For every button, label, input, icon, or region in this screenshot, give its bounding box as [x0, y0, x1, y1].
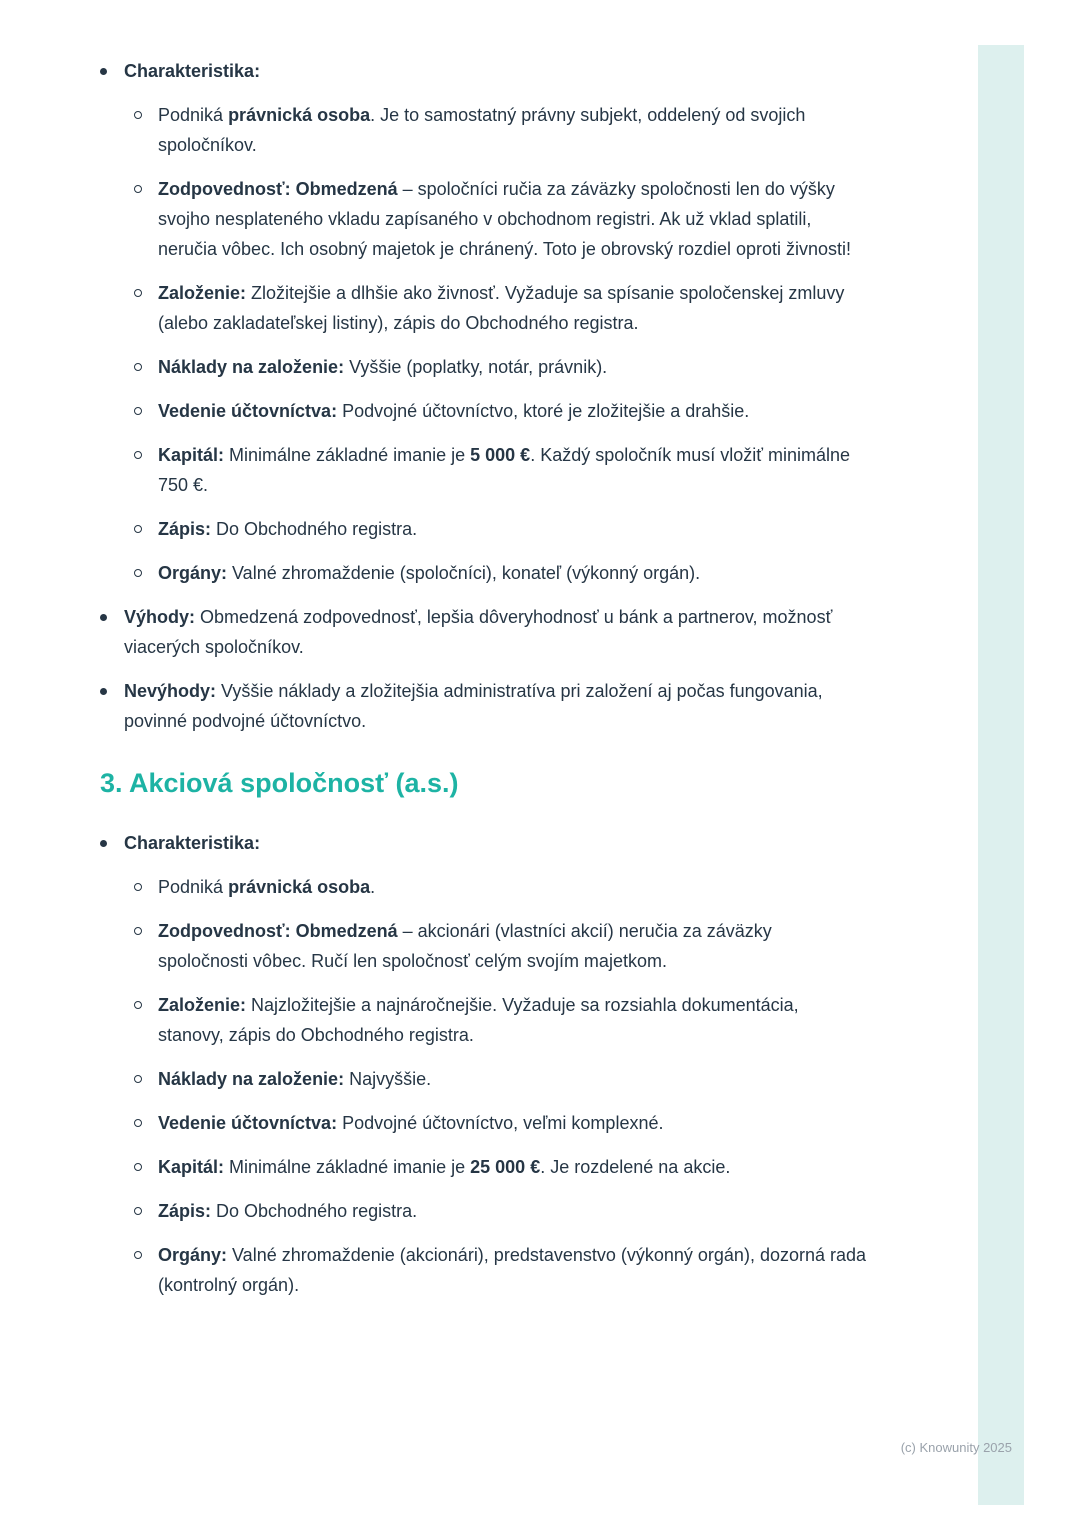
list-item — [134, 278, 866, 338]
list-item-text: Náklady na založenie: Vyššie (poplatky, notár, právnik). — [158, 357, 608, 377]
bullet-marker-cell — [134, 440, 158, 500]
bullet-marker-cell — [134, 396, 158, 426]
document-content — [100, 50, 866, 1314]
bullet-disc-icon — [100, 688, 107, 695]
list-item-text: Charakteristika: — [124, 61, 261, 81]
list-item — [134, 990, 866, 1050]
list-item — [100, 602, 866, 662]
list-item-text: Kapitál: Minimálne základné imanie je 5 000 €. Každý spoločník musí vložiť minimálne 750 €. — [158, 445, 851, 495]
bullet-marker-cell — [134, 872, 158, 902]
bullet-marker-cell — [134, 1240, 158, 1300]
list-item-text: Vedenie účtovníctva: Podvojné účtovníctvo, ktoré je zložitejšie a drahšie. — [158, 401, 750, 421]
list-item-text: Orgány: Valné zhromaždenie (spoločníci), konateľ (výkonný orgán). — [158, 563, 701, 583]
list-item — [134, 872, 866, 902]
bullet-disc-icon — [100, 614, 107, 621]
right-accent-stripe — [978, 45, 1024, 1505]
list-item — [134, 440, 866, 500]
bullet-circle-icon — [134, 1001, 142, 1009]
bullet-marker-cell — [134, 174, 158, 264]
bullet-marker-cell — [134, 352, 158, 382]
list-item-text: Podniká právnická osoba. Je to samostatný právny subjekt, oddelený od svojich spoločníkov. — [158, 105, 806, 155]
bullet-circle-icon — [134, 1251, 142, 1259]
list-item — [134, 352, 866, 382]
bullet-marker-cell — [100, 676, 124, 736]
bullet-circle-icon — [134, 525, 142, 533]
bullet-circle-icon — [134, 407, 142, 415]
list-item-text: Podniká právnická osoba. — [158, 877, 376, 897]
bullet-marker-cell — [134, 278, 158, 338]
list-item-text: Výhody: Obmedzená zodpovednosť, lepšia dôveryhodnosť u bánk a partnerov, možnosť viacerých spoločníkov. — [124, 607, 833, 657]
bullet-disc-icon — [100, 840, 107, 847]
list-item-text: Zápis: Do Obchodného registra. — [158, 519, 418, 539]
bullet-marker-cell — [134, 558, 158, 588]
list-item-text: Charakteristika: — [124, 833, 261, 853]
list-item — [134, 558, 866, 588]
bullet-marker-cell — [100, 602, 124, 662]
list-item — [100, 676, 866, 736]
list-item — [100, 828, 866, 858]
list-item-text: Orgány: Valné zhromaždenie (akcionári), predstavenstvo (výkonný orgán), dozorná rada (kontrolný orgán). — [158, 1245, 867, 1295]
list-item-text: Náklady na založenie: Najvyššie. — [158, 1069, 432, 1089]
copyright-footer: (c) Knowunity 2025 — [900, 1440, 1012, 1455]
bullet-circle-icon — [134, 1119, 142, 1127]
list-item — [134, 1196, 866, 1226]
bullet-circle-icon — [134, 289, 142, 297]
bullet-circle-icon — [134, 111, 142, 119]
bullet-marker-cell — [134, 514, 158, 544]
list-item — [134, 1152, 866, 1182]
list-item — [134, 100, 866, 160]
list-item-text: Nevýhody: Vyššie náklady a zložitejšia administratíva pri založení aj počas fungovania, povinné podvojné účtovníctvo. — [124, 681, 823, 731]
list-item — [134, 396, 866, 426]
bullet-marker-cell — [134, 1108, 158, 1138]
bullet-circle-icon — [134, 185, 142, 193]
list-item — [134, 1240, 866, 1300]
bullet-circle-icon — [134, 883, 142, 891]
list-item-text: Založenie: Najzložitejšie a najnáročnejšie. Vyžaduje sa rozsiahla dokumentácia, stanovy, zápis do Obchodného registra. — [158, 995, 799, 1045]
bullet-circle-icon — [134, 927, 142, 935]
bullet-circle-icon — [134, 1163, 142, 1171]
bullet-marker-cell — [100, 828, 124, 858]
list-item-text: Zodpovednosť: Obmedzená – spoločníci ručia za záväzky spoločnosti len do výšky svojho nesplateného vkladu zapísaného v obchodnom registri. Ak už vklad splatili, neručia vôbec. Ich osobný majetok je chránený. Toto je obrovský rozdiel oproti živnosti! — [158, 179, 852, 259]
list-item — [134, 1108, 866, 1138]
list-item — [100, 56, 866, 86]
bullet-marker-cell — [134, 916, 158, 976]
bullet-marker-cell — [134, 990, 158, 1050]
bullet-circle-icon — [134, 1075, 142, 1083]
bullet-marker-cell — [100, 56, 124, 86]
list-item-text: Kapitál: Minimálne základné imanie je 25 000 €. Je rozdelené na akcie. — [158, 1157, 731, 1177]
list-item-text: Vedenie účtovníctva: Podvojné účtovníctvo, veľmi komplexné. — [158, 1113, 664, 1133]
list-item — [134, 916, 866, 976]
list-item-text: Zápis: Do Obchodného registra. — [158, 1201, 418, 1221]
list-item — [134, 514, 866, 544]
section-heading: 3. Akciová spoločnosť (a.s.) — [100, 768, 459, 798]
list-item — [134, 174, 866, 264]
bullet-disc-icon — [100, 68, 107, 75]
bullet-marker-cell — [134, 100, 158, 160]
bullet-circle-icon — [134, 451, 142, 459]
bullet-circle-icon — [134, 363, 142, 371]
list-item-text: Založenie: Zložitejšie a dlhšie ako živnosť. Vyžaduje sa spísanie spoločenskej zmluvy (alebo zakladateľskej listiny), zápis do Obchodného registra. — [158, 283, 845, 333]
bullet-circle-icon — [134, 569, 142, 577]
bullet-marker-cell — [134, 1064, 158, 1094]
bullet-circle-icon — [134, 1207, 142, 1215]
bullet-marker-cell — [134, 1152, 158, 1182]
list-item-text: Zodpovednosť: Obmedzená – akcionári (vlastníci akcií) neručia za záväzky spoločnosti vôbec. Ručí len spoločnosť celým svojím majetkom. — [158, 921, 772, 971]
bullet-marker-cell — [134, 1196, 158, 1226]
list-item — [134, 1064, 866, 1094]
